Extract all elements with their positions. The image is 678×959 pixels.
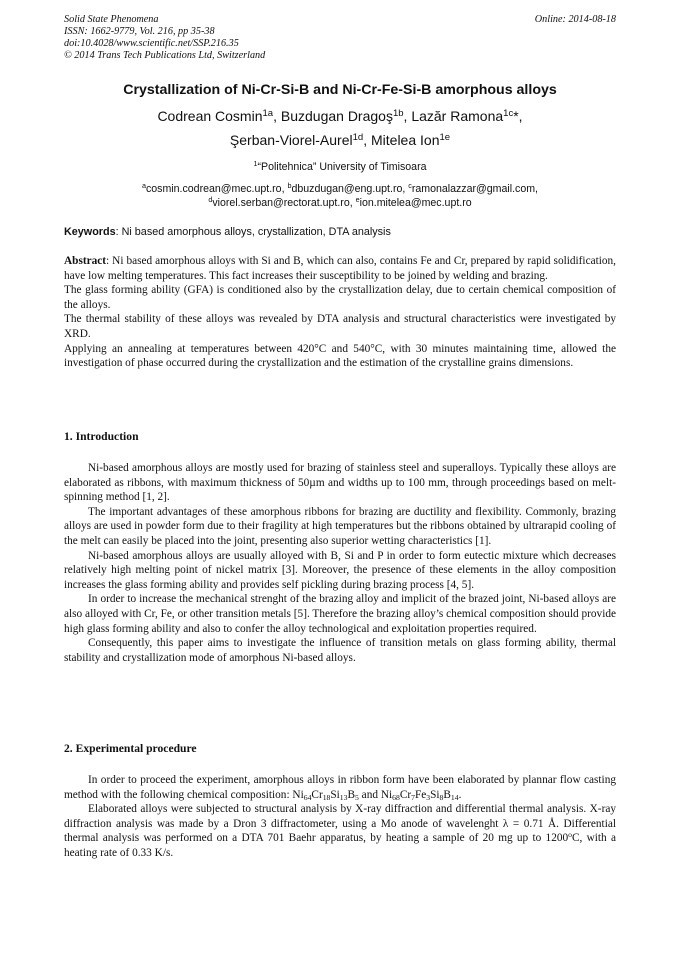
alloy-formula-1: $Ni_{64}Cr_{18}Si_{13}B_5$ [292,788,359,802]
paragraph: In order to proceed the experiment, amorphous alloys in ribbon form have been elaborated by plannar flow casting method with the following chemical composition: $Ni_{64}Cr_{18}Si_{13}B_5$ and $Ni_{68}Cr_7Fe_3Si_8B_{14}$. [64,774,616,802]
author: Şerban-Viorel-Aurel$^{1d}$, [229,131,371,148]
journal-name: Solid State Phenomena [64,14,159,25]
paper-title: Crystallization of Ni-Cr-Si-B and Ni-Cr-Fe-Si-B amorphous alloys [123,82,557,98]
abstract-paragraph: Abstract: Ni based amorphous alloys with Si and B, which can also, contains Fe and Cr, prepared by rapid solidification, have low melting temperatures. This fact increases their susceptibility to be joined by welding and brazing. [64,255,616,282]
paragraph: In order to increase the mechanical strenght of the brazing alloy and implicit of the brazed joint, Ni-based alloys are also alloyed with Cr, Fe, or other transition metals [5]. Therefore the brazing alloy’s chemical composition should provide high glass forming ability and also to confer the alloy technological and exploitation properties required. [64,593,616,635]
experimental-body [64,773,616,861]
author: Codrean Cosmin$^{1a}$, [157,107,281,124]
author: Buzdugan Dragoş$^{1b}$, [280,107,412,124]
email-link[interactable]: $^e$ion.mitelea@mec.upt.ro [355,195,472,209]
keywords [64,226,616,238]
abstract-paragraph: The glass forming ability (GFA) is conditioned also by the crystallization delay, due to certain chemical composition of the alloys. [64,284,616,311]
paragraph: Elaborated alloys were subjected to structural analysis by X-ray diffraction and differential thermal analysis. X-ray diffraction analysis was made by a Dron 3 diffractometer, using a Mo anode of wavelenght λ = 0.71 Å. Differential thermal analysis was performed on a DTA 701 Baehr apparatus, by heating a sample of 20 mg up to 1200$^o$C, with a heating rate of 0.33 K/s. [64,803,616,859]
online-date: Online: 2014-08-18 [534,14,616,25]
section-heading-introduction: 1. Introduction [64,430,139,443]
journal-copyright: © 2014 Trans Tech Publications Ltd, Switzerland [64,50,266,61]
email-link[interactable]: $^b$dbuzdugan@eng.upt.ro, [287,181,409,195]
introduction-body [64,461,616,665]
abstract-label: Abstract [64,255,107,267]
email-link[interactable]: $^d$viorel.serban@rectorat.upt.ro, [208,195,356,209]
paragraph: Ni-based amorphous alloys are usually alloyed with B, Si and P in order to form eutectic mixture which decreases relatively high melting point of nickel matrix [3]. Moreover, the presence of these elements in the alloy composition increases the glass forming ability and provides self pickling during brazing process [4, 5]. [64,549,616,591]
paragraph: Consequently, this paper aims to investigate the influence of transition metals on glass forming ability, thermal stability and crystallization mode of amorphous Ni-based alloys. [64,637,616,664]
paragraph: Ni-based amorphous alloys are mostly used for brazing of stainless steel and superalloys. Typically these alloys are elaborated as ribbons, with maximum thickness of 50µm and widths up to 100 mm, through proceedings based on melt-spinning method [1, 2]. [64,462,616,504]
abstract-paragraph: Applying an annealing at temperatures between 420°C and 540°C, with 30 minutes maintaining time, allowed the investigation of phase occurred during the crystallization and the estimation of the crystalline grains dimensions. [64,342,616,370]
author: Lazăr Ramona$^{1c}$*, [411,107,523,124]
keywords-text: : Ni based amorphous alloys, crystallization, DTA analysis [115,226,391,238]
paragraph: The important advantages of these amorphous ribbons for brazing are ductility and flexibility. Commonly, brazing alloys are used in powder form due to their fragility at high temperatures but the ribbons obtained by ultrarapid cooling of the melt can easily be placed into the joint, presenting also superior wetting characteristics [1]. [64,505,616,547]
journal-header [64,14,616,62]
abstract [64,254,616,371]
author-emails [64,182,616,210]
email-link[interactable]: $^c$ramonalazzar@gmail.com, [408,181,538,195]
author: Mitelea Ion$^{1e}$ [371,131,451,148]
abstract-paragraph: The thermal stability of these alloys was revealed by DTA analysis and structural characteristics were investigated by XRD. [64,313,616,340]
email-link[interactable]: $^a$cosmin.codrean@mec.upt.ro, [141,181,288,195]
affiliation: $^1$“Politehnica” University of Timisoara [253,159,427,173]
journal-issn: ISSN: 1662-9779, Vol. 216, pp 35-38 [64,26,215,37]
author-list [64,104,616,152]
keywords-label: Keywords [64,226,116,238]
journal-doi: doi:10.4028/www.scientific.net/SSP.216.35 [64,38,239,49]
alloy-formula-2: $Ni_{68}Cr_7Fe_3Si_8B_{14}$ [380,788,459,802]
section-heading-experimental: 2. Experimental procedure [64,742,197,755]
